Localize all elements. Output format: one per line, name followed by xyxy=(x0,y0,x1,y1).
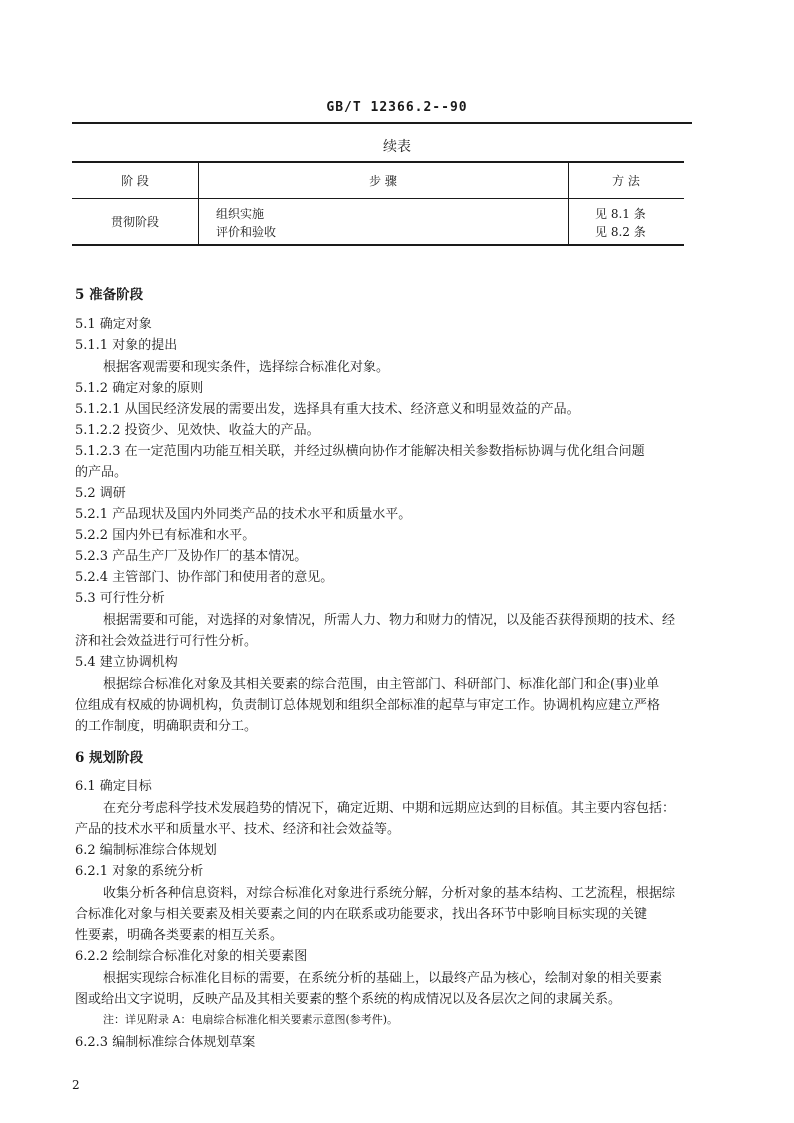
paragraph-line: 5.2.1 产品现状及国内外同类产品的技术水平和质量水平。 xyxy=(75,507,412,522)
table-cell-step: 组织实施 xyxy=(216,207,265,221)
paragraph-line: 济和社会效益进行可行性分析。 xyxy=(75,634,258,649)
clause-heading: 6.2.3 编制标准综合体规划草案 xyxy=(75,1035,256,1050)
paragraph-line: 根据需要和可能，对选择的对象情况，所需人力、物力和财力的情况，以及能否获得预期的技术、经 xyxy=(103,613,676,628)
paragraph-line: 5.1.2.1 从国民经济发展的需要出发，选择具有重大技术、经济意义和明显效益的产品。 xyxy=(75,402,580,417)
clause-heading: 5.2 调研 xyxy=(75,486,126,501)
clause-heading: 6.1 确定目标 xyxy=(75,779,152,794)
clause-heading: 5.4 建立协调机构 xyxy=(75,655,178,670)
table-header-stage: 阶 段 xyxy=(121,174,149,188)
paragraph-line: 在充分考虑科学技术发展趋势的情况下，确定近期、中期和远期应达到的目标值。其主要内容包括： xyxy=(103,801,676,816)
table-bottom-rule xyxy=(72,244,684,246)
paragraph-line: 的工作制度，明确职责和分工。 xyxy=(75,719,258,734)
paragraph-line: 5.1.2.2 投资少、见效快、收益大的产品。 xyxy=(75,423,320,438)
clause-heading: 6.2 编制标准综合体规划 xyxy=(75,843,217,858)
clause-heading: 5.1.2 确定对象的原则 xyxy=(75,381,204,396)
table-top-rule xyxy=(72,161,684,163)
table-header-rule xyxy=(72,198,684,199)
paragraph-line: 根据综合标准化对象及其相关要素的综合范围，由主管部门、科研部门、标准化部门和企(事)业单 xyxy=(103,677,660,692)
table-cell-method: 见 8.2 条 xyxy=(595,225,646,239)
document-code: GB/T 12366.2--90 xyxy=(326,100,468,115)
table-cell-stage: 贯彻阶段 xyxy=(110,215,159,229)
clause-heading: 5.1.1 对象的提出 xyxy=(75,338,178,353)
clause-heading: 5.3 可行性分析 xyxy=(75,591,165,606)
clause-heading: 6.2.2 绘制综合标准化对象的相关要素图 xyxy=(75,949,308,964)
section-5-heading: 5 准备阶段 xyxy=(75,287,144,303)
paragraph-line: 5.2.4 主管部门、协作部门和使用者的意见。 xyxy=(75,570,334,585)
paragraph-line: 合标准化对象与相关要素及相关要素之间的内在联系或功能要求，找出各环节中影响目标实现的关键 xyxy=(75,907,648,922)
paragraph-line: 图或给出文字说明，反映产品及其相关要素的整个系统的构成情况以及各层次之间的隶属关系。 xyxy=(75,992,622,1007)
table-header-method: 方 法 xyxy=(612,174,640,188)
page-number: 2 xyxy=(72,1078,80,1092)
table-header-steps: 步 骤 xyxy=(369,174,397,188)
paragraph-line: 根据客观需要和现实条件，选择综合标准化对象。 xyxy=(103,360,390,375)
paragraph-line: 性要素，明确各类要素的相互关系。 xyxy=(75,928,284,943)
clause-heading: 6.2.1 对象的系统分析 xyxy=(75,864,204,879)
paragraph-line: 根据实现综合标准化目标的需要，在系统分析的基础上，以最终产品为核心，绘制对象的相关要素 xyxy=(103,971,663,986)
paragraph-line: 的产品。 xyxy=(75,465,128,480)
table-cell-method: 见 8.1 条 xyxy=(595,207,646,221)
paragraph-line: 5.2.2 国内外已有标准和水平。 xyxy=(75,528,256,543)
paragraph-line: 位组成有权威的协调机构，负责制订总体规划和组织全部标准的起草与审定工作。协调机构应建立严格 xyxy=(75,698,661,713)
table-cell-step: 评价和验收 xyxy=(216,225,277,239)
paragraph-line: 5.2.3 产品生产厂及协作厂的基本情况。 xyxy=(75,549,308,564)
header-rule xyxy=(72,122,692,124)
section-6-heading: 6 规划阶段 xyxy=(75,750,144,766)
table-title: 续表 xyxy=(383,139,411,155)
paragraph-line: 产品的技术水平和质量水平、技术、经济和社会效益等。 xyxy=(75,822,401,837)
clause-heading: 5.1 确定对象 xyxy=(75,317,152,332)
paragraph-line: 5.1.2.3 在一定范围内功能互相关联，并经过纵横向协作才能解决相关参数指标协调与优化组合问题 xyxy=(75,444,645,459)
paragraph-line: 收集分析各种信息资料，对综合标准化对象进行系统分解，分析对象的基本结构、工艺流程，根据综 xyxy=(103,886,676,901)
note: 注：详见附录 A：电扇综合标准化相关要素示意图(参考件)。 xyxy=(103,1013,399,1026)
